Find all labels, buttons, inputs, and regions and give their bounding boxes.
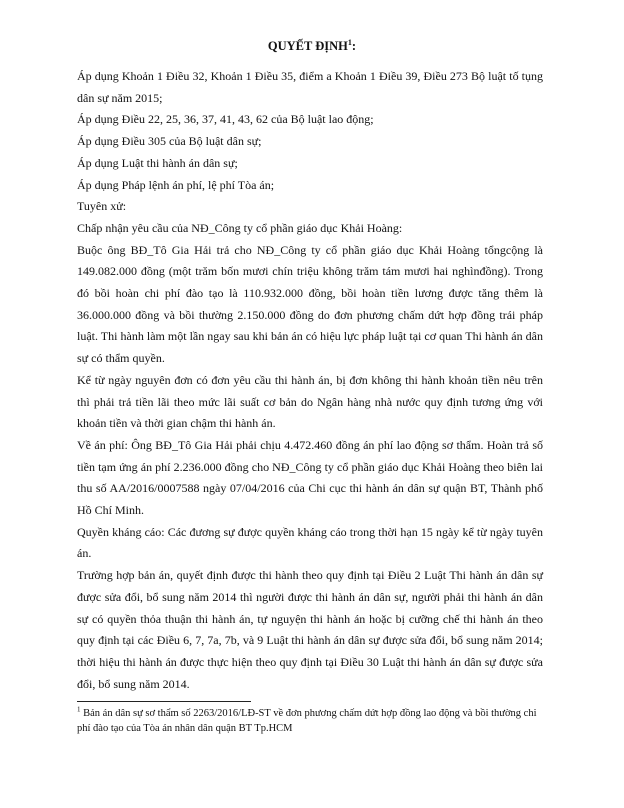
- paragraph-payment-order: Buộc ông BĐ_Tô Gia Hải trả cho NĐ_Công ty cổ phần giáo dục Khải Hoàng tổngcộng là 149.082.000 đồng (một trăm bốn mươi chín triệu không trăm tám mươi hai nghìnđồng). Trong đó bồi hoàn chi phí đào tạo là 110.932.000 đồng, bồi hoàn tiền lương được tăng thêm là 36.000.000 đồng và bồi thường 2.150.000 đồng do đơn phương chấm dứt hợp đồng trái pháp luật. Thi hành làm một lần ngay sau khi bản án có hiệu lực pháp luật tại cơ quan Thi hành án dân sự có thẩm quyền.: [77, 242, 543, 366]
- paragraph-legal-basis-enforcement-law: Áp dụng Luật thi hành án dân sự;: [77, 155, 238, 170]
- footnote-divider: [77, 701, 251, 702]
- paragraph-legal-basis-civil-procedure: Áp dụng Khoản 1 Điều 32, Khoản 1 Điều 35, điểm a Khoản 1 Điều 39, Điều 273 Bộ luật tố tụng dân sự năm 2015;: [77, 69, 543, 105]
- paragraph-enforcement-note: Trường hợp bản án, quyết định được thi hành theo quy định tại Điều 2 Luật Thi hành án dân sự được sửa đổi, bổ sung năm 2014 thì người được thi hành án dân sự, người phải thi hành án dân sự có quyền thỏa thuận thi hành án, tự nguyện thi hành án hoặc bị cưỡng chế thi hành án theo quy định tại các Điều 6, 7, 7a, 7b, và 9 Luật thi hành án dân sự được sửa đổi, bổ sung năm 2014; thời hiệu thi hành án được thực hiện theo quy định tại Điều 30 Luật thi hành án dân sự được sửa đổi, bổ sung năm 2014.: [77, 568, 543, 691]
- paragraph-appeal-right: Quyền kháng cáo: Các đương sự được quyền kháng cáo trong thời hạn 15 ngày kể từ ngày tuyên án.: [77, 524, 543, 561]
- footnote-marker: 1: [77, 705, 81, 714]
- page-title: [0, 38, 624, 54]
- paragraph-legal-basis-court-fees: Áp dụng Pháp lệnh án phí, lệ phí Tòa án;: [77, 177, 275, 192]
- paragraph-legal-basis-civil-code: Áp dụng Điều 305 của Bộ luật dân sự;: [77, 134, 262, 149]
- paragraph-accept-claim: Chấp nhận yêu cầu của NĐ_Công ty cổ phần giáo dục Khải Hoàng:: [77, 220, 403, 235]
- title-text: QUYẾT ĐỊNH: [267, 39, 348, 53]
- paragraph-verdict-heading: Tuyên xử:: [77, 199, 127, 214]
- paragraph-legal-basis-labor-code: Áp dụng Điều 22, 25, 36, 37, 41, 43, 62 của Bộ luật lao động;: [77, 112, 374, 127]
- title-suffix: :: [351, 39, 357, 53]
- paragraph-court-fees: Về án phí: Ông BĐ_Tô Gia Hải phải chịu 4.472.460 đồng án phí lao động sơ thẩm. Hoàn trả số tiền tạm ứng án phí 2.236.000 đồng cho NĐ_Công ty cổ phần giáo dục Khải Hoàng theo biên lai thu số AA/2016/0007588 ngày 07/04/2016 của Chi cục thi hành án dân sự quận BT, Thành phố Hồ Chí Minh.: [77, 437, 543, 518]
- title-footnote-ref: 1: [347, 37, 352, 47]
- document-body: [77, 66, 543, 695]
- footnote: [77, 707, 547, 736]
- paragraph-late-interest: Kể từ ngày nguyên đơn có đơn yêu cầu thi hành án, bị đơn không thi hành khoản tiền nêu trên thì phải trả tiền lãi theo mức lãi suất cơ bản do Ngân hàng nhà nước quy định tương ứng với khoản tiền và thời gian chậm thi hành án.: [77, 372, 543, 431]
- footnote-text: Bản án dân sự sơ thẩm số 2263/2016/LĐ-ST về đơn phương chấm dứt hợp đồng lao động và bồi thường chi phí đào tạo của Tòa án nhân dân quận BT Tp.HCM: [77, 708, 537, 734]
